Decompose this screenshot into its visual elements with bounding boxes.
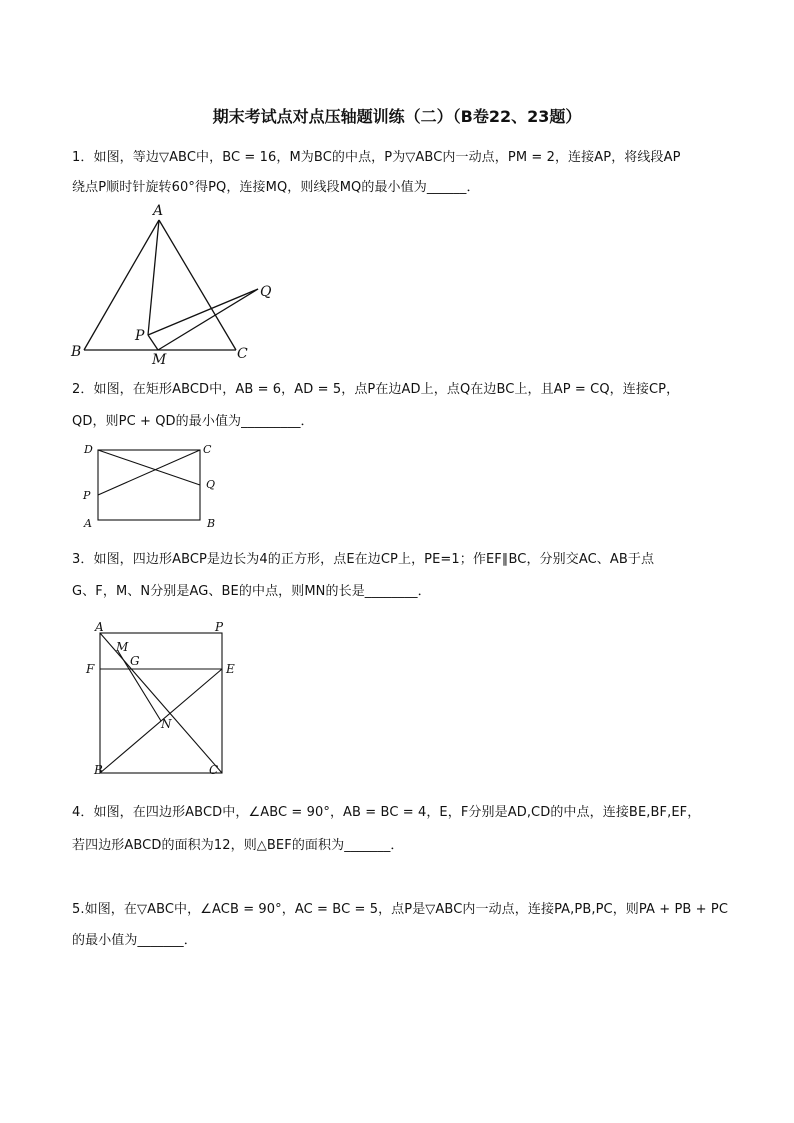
- label-n: N: [161, 717, 172, 731]
- label-e: E: [226, 662, 235, 676]
- figure-3-square: [82, 617, 252, 782]
- label-b: B: [94, 763, 103, 777]
- page-title: 期末考试点对点压轴题训练（二）（B卷22、23题）: [212, 107, 582, 126]
- question-1-line-1: 1．如图，等边▽ABC中，BC = 16，M为BC的中点，P为▽ABC内一动点，PM = 2，连接AP，将线段AP: [72, 150, 681, 165]
- label-a: A: [95, 620, 104, 634]
- question-5-line-1: 5.如图，在▽ABC中，∠ACB = 90°，AC = BC = 5，点P是▽ABC内一动点，连接PA,PB,PC，则PA + PB + PC: [72, 902, 728, 917]
- label-m: M: [116, 640, 129, 654]
- label-p: P: [215, 620, 224, 634]
- label-b: B: [71, 344, 82, 360]
- label-a: A: [84, 517, 92, 530]
- label-q: Q: [260, 284, 272, 300]
- label-d: D: [84, 443, 93, 456]
- question-2-line-2: QD，则PC + QD的最小值为_________．: [72, 414, 314, 429]
- label-g: G: [130, 654, 140, 668]
- label-c: C: [209, 763, 219, 777]
- question-3-line-2: G、F，M、N分别是AG、BE的中点，则MN的长是________．: [72, 584, 431, 599]
- question-2-line-1: 2．如图，在矩形ABCD中，AB = 6，AD = 5，点P在边AD上，点Q在边BC上，且AP = CQ，连接CP，: [72, 382, 680, 397]
- question-4-line-2: 若四边形ABCD的面积为12，则△BEF的面积为_______．: [72, 838, 404, 853]
- question-1-line-2: 绕点P顺时针旋转60°得PQ，连接MQ，则线段MQ的最小值为______．: [72, 180, 480, 195]
- label-p: P: [135, 328, 145, 344]
- question-3-line-1: 3．如图，四边形ABCP是边长为4的正方形，点E在边CP上，PE=1；作EF∥BC，分别交AC、AB于点: [72, 552, 655, 567]
- figure-2-rectangle: [80, 440, 230, 530]
- label-c: C: [237, 346, 248, 362]
- question-4-line-1: 4．如图，在四边形ABCD中，∠ABC = 90°，AB = BC = 4，E，F分别是AD,CD的中点，连接BE,BF,EF，: [72, 805, 701, 820]
- figure-1-triangle: [68, 198, 288, 368]
- label-a: A: [153, 203, 164, 219]
- label-q: Q: [206, 478, 216, 491]
- label-c: C: [203, 443, 212, 456]
- label-f: F: [86, 662, 95, 676]
- label-b: B: [207, 517, 216, 530]
- label-m: M: [152, 352, 167, 368]
- question-5-line-2: 的最小值为_______．: [72, 933, 197, 948]
- label-p: P: [83, 489, 91, 502]
